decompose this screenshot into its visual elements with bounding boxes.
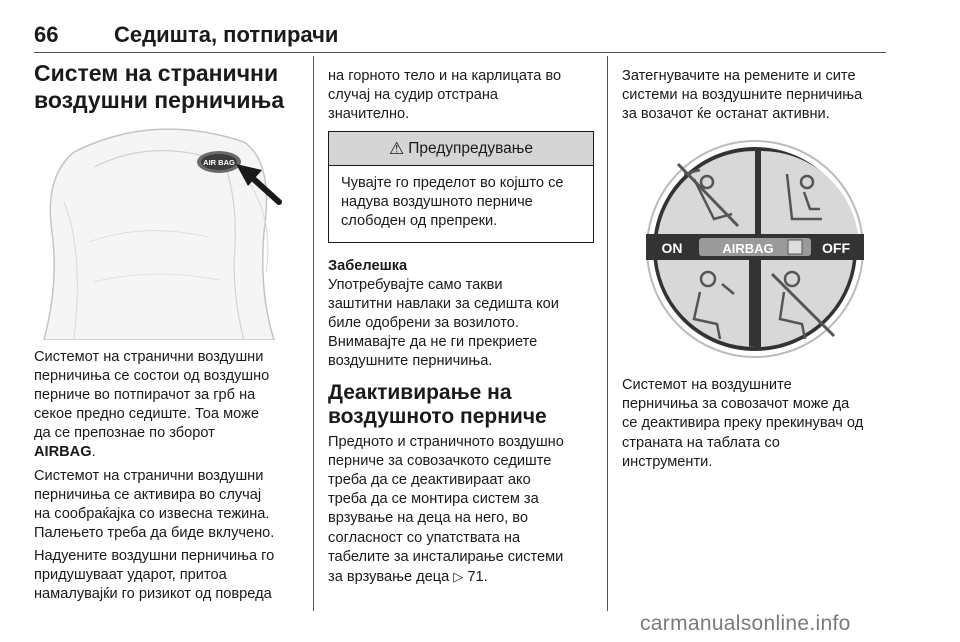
seat-airbag-illustration: [34, 122, 300, 340]
page-number: 66: [34, 22, 59, 47]
column-divider-1: [313, 56, 314, 611]
airbag-switch-figure: [622, 134, 888, 364]
section-title-line-1: Систем на странични: [34, 60, 279, 86]
warning-header: [329, 132, 593, 166]
column-divider-2: [607, 56, 608, 611]
page-reference-link[interactable]: 71.: [467, 568, 488, 585]
label-off: OFF: [822, 240, 850, 257]
warning-box: [328, 131, 594, 242]
section-title-line-2: воздушни перничиња: [34, 87, 285, 113]
paragraph-inflated: Надуените воздушни перничиња го придушуваат ударот, притоа намалувајќи го ризикот од повреда: [34, 547, 275, 603]
term-airbag: AIRBAG: [34, 444, 92, 461]
header-rule: [34, 52, 886, 53]
label-airbag: AIRBAG: [722, 241, 774, 257]
seat-airbag-figure: [34, 122, 300, 340]
warning-body: Чувајте го пределот во којшто се надува воздушното перниче слободен од препреки.: [341, 175, 564, 230]
paragraph-intro: Системот на странични воздушни перничиња се состои од воздушно перниче во потпирачот за грб на секое предно седиште. Тоа може да се препознае по зборот AIRBAG.: [34, 349, 270, 461]
column-1: [34, 60, 300, 604]
paragraph-pretensioners: Затегнувачите на ремените и сите системи на воздушните перничиња за возачот ќе останат активни.: [622, 68, 863, 123]
airbag-label-illustration: [622, 134, 888, 364]
label-on: ON: [661, 240, 683, 257]
note-title: Забелешка: [328, 257, 408, 274]
subsection-title: Деактивирање на воздушното перниче: [328, 381, 547, 429]
paragraph-activation: Системот на странични воздушни перничиња се активира во случај на сообраќајка со извесна тежина. Палењето треба да биде вклучено.: [34, 467, 275, 541]
column-3: [622, 60, 888, 472]
section-title: [34, 60, 300, 114]
chapter-title: Седишта, потпирачи: [114, 22, 339, 47]
note-body: Употребувајте само такви заштитни навлаки за седишта кои биле одобрени за возилото. Внимавајте да не ги прекриете воздушните перничиња.: [328, 276, 559, 369]
airbag-badge-label: AIR BAG: [203, 158, 235, 167]
warning-triangle-icon: ⚠: [388, 138, 405, 158]
page-reference-icon[interactable]: ▷: [453, 568, 464, 584]
watermark: carmanualsonline.info: [640, 612, 851, 635]
paragraph-continuation: на горното тело и на карлицата во случај на судир отстрана значително.: [328, 68, 562, 123]
paragraph-deactivation: Предното и страничното воздушно перниче за совозачкото седиште треба да се деактивираат ако треба да се монтира систем за врзување на деца на него, во согласност со упатствата на табелите за инсталирање системи за врзување деца ▷ 71.: [328, 434, 564, 585]
warning-title: Предупредување: [408, 139, 534, 157]
paragraph-switch: Системот на воздушните перничиња за совозачот може да се деактивира преку прекинувач од страната на таблата со инструменти.: [622, 377, 864, 470]
page-header: [34, 14, 886, 54]
column-2: [328, 60, 594, 587]
